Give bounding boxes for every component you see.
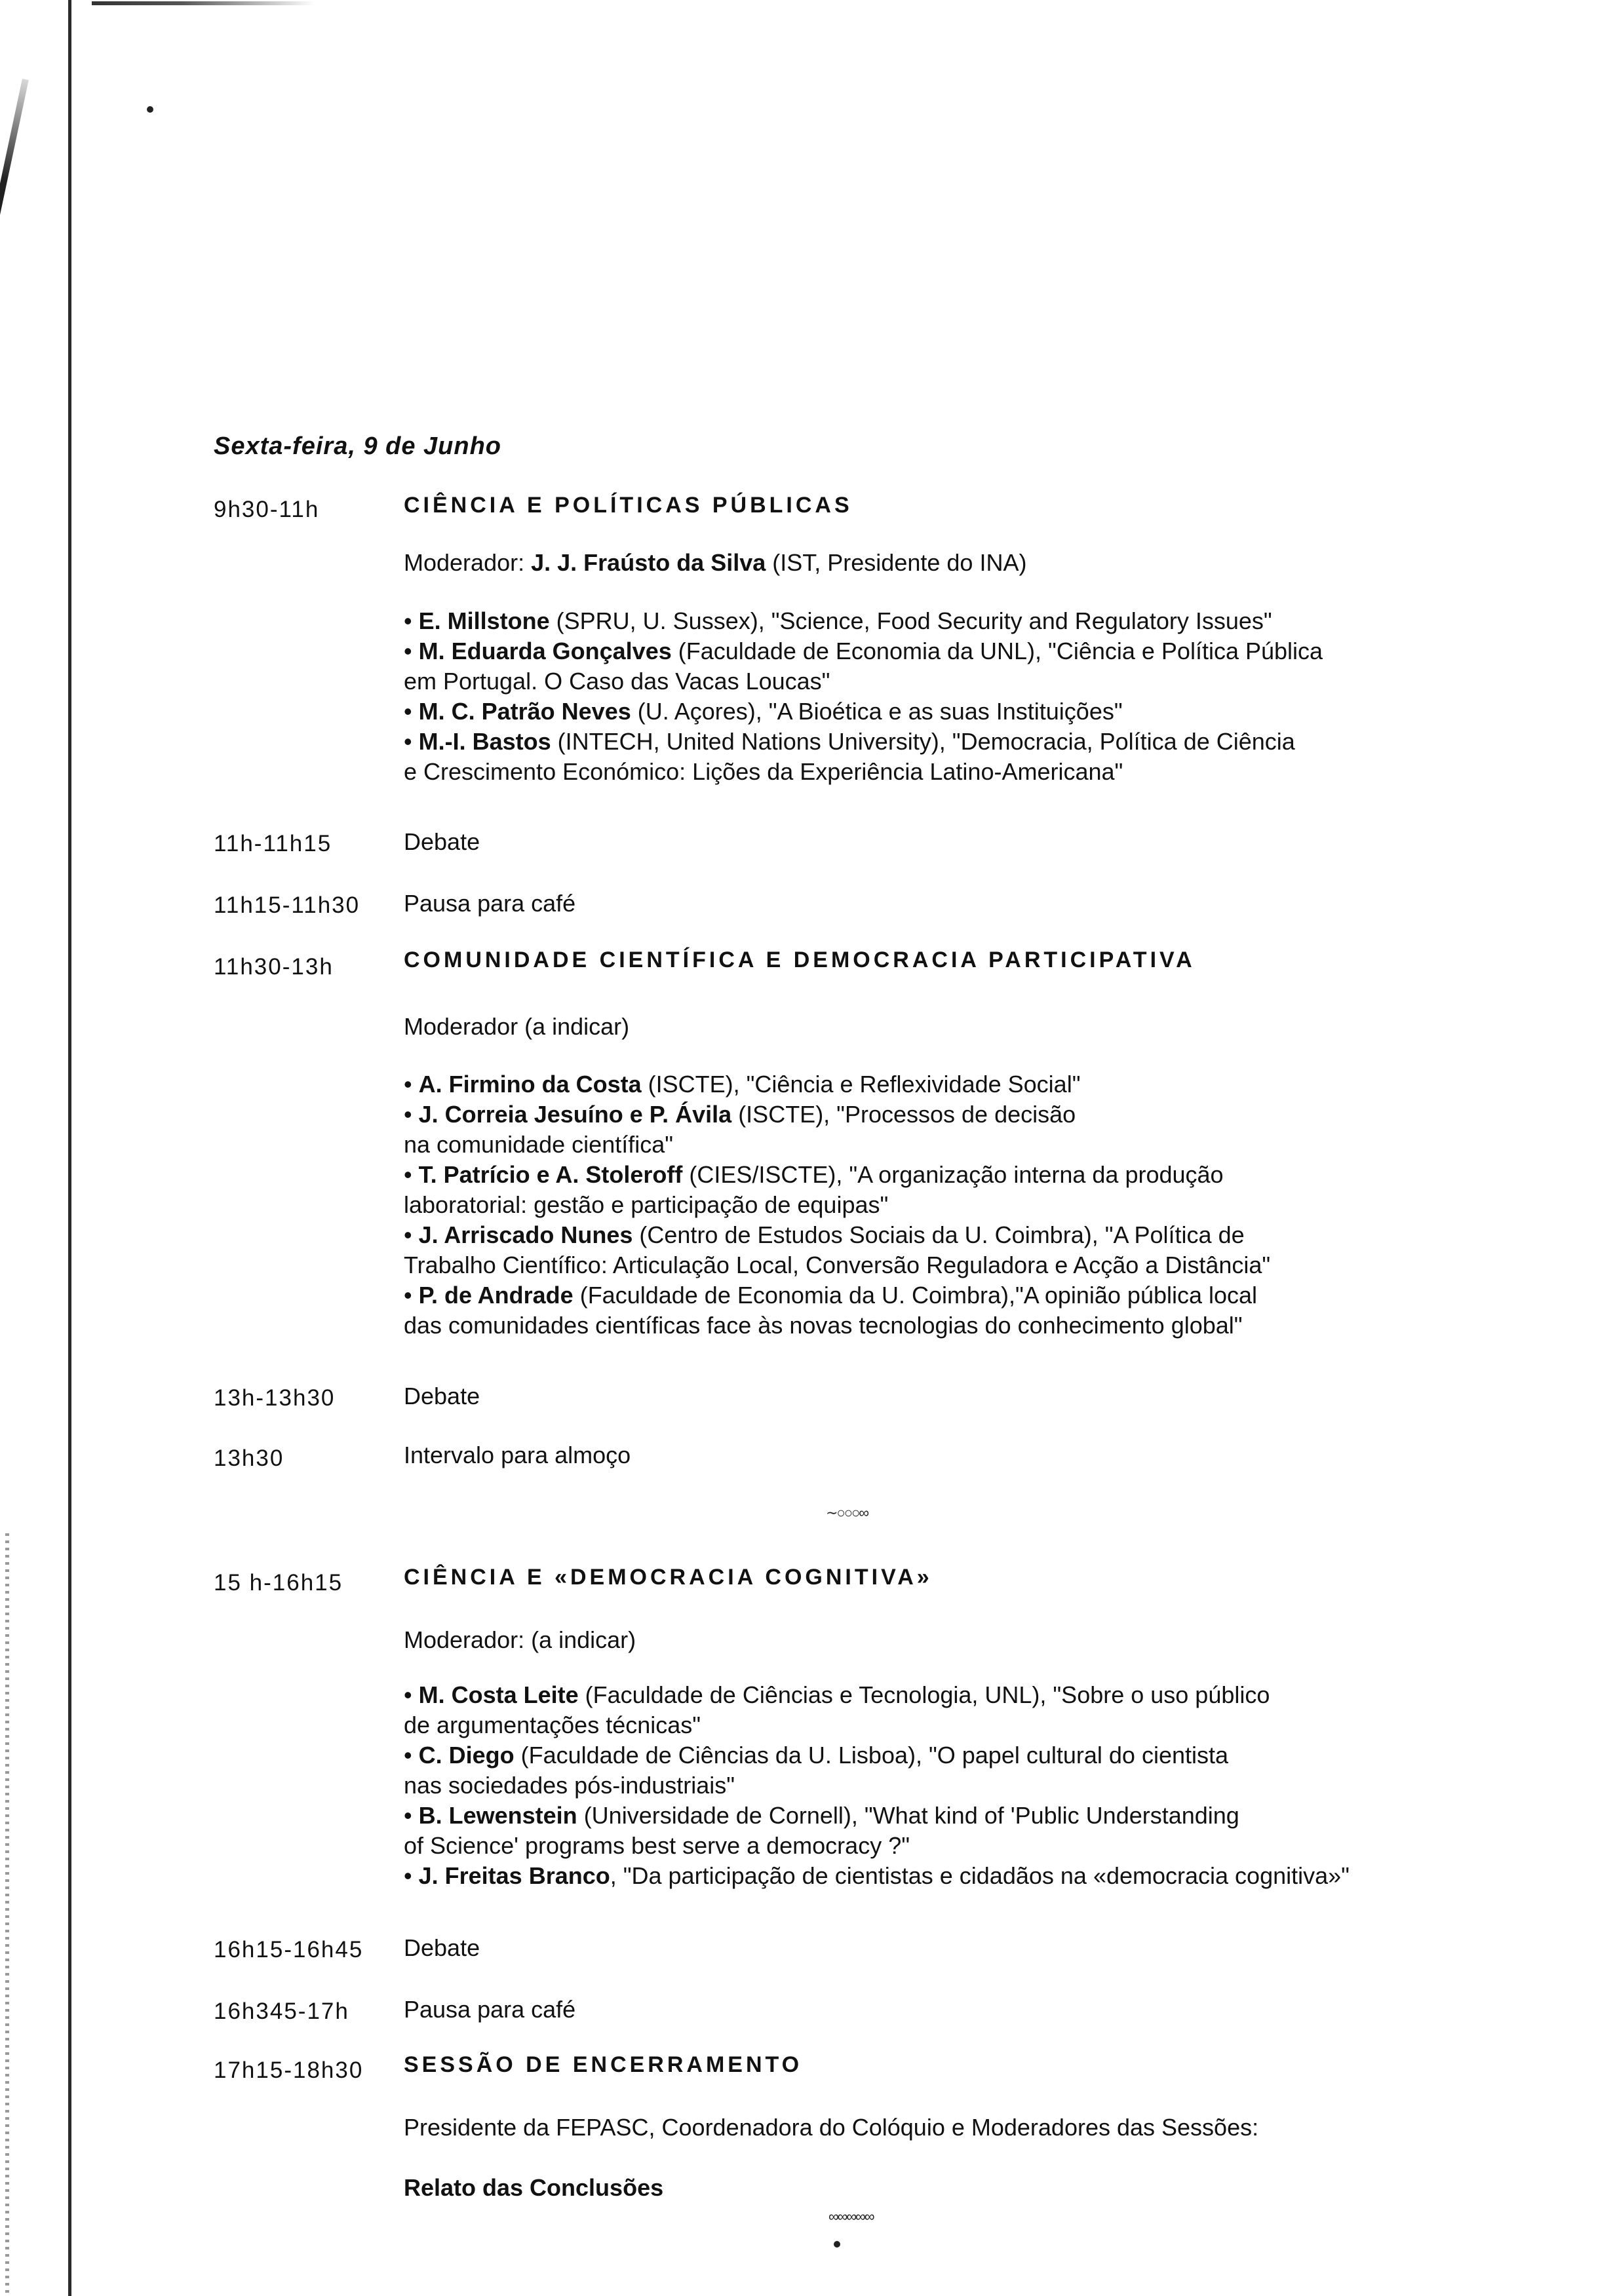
session-title: COMUNIDADE CIENTÍFICA E DEMOCRACIA PARTICIPATIVA <box>404 947 1196 972</box>
session-time: 17h15-18h30 <box>214 2057 364 2083</box>
closing-conclusions: Relato das Conclusões <box>404 2174 664 2201</box>
break-label: Intervalo para almoço <box>404 1442 631 1468</box>
moderator-label: Moderador: <box>404 549 525 576</box>
talk-item: • B. Lewenstein (Universidade de Cornell), "What kind of 'Public Understanding of Science' programs best serve a democracy ?" <box>404 1802 1239 1859</box>
moderator-affiliation: (IST, Presidente do INA) <box>772 549 1027 576</box>
talk-item: • M. Costa Leite (Faculdade de Ciências e Tecnologia, UNL), "Sobre o uso público de argumentações técnicas" <box>404 1681 1270 1738</box>
talk-item: • E. Millstone (SPRU, U. Sussex), "Science, Food Security and Regulatory Issues" <box>404 607 1272 634</box>
debate-label: Debate <box>404 828 480 855</box>
moderator-line <box>404 549 1026 577</box>
closing-participants: Presidente da FEPASC, Coordenadora do Colóquio e Moderadores das Sessões: <box>404 2114 1259 2141</box>
session-title: SESSÃO DE ENCERRAMENTO <box>404 2052 803 2077</box>
talk-item: • P. de Andrade (Faculdade de Economia da U. Coimbra),"A opinião pública local das comunidades científicas face às novas tecnologias do conhecimento global" <box>404 1282 1258 1339</box>
talk-item: • A. Firmino da Costa (ISCTE), "Ciência e Reflexividade Social" <box>404 1071 1081 1098</box>
day-title: Sexta-feira, 9 de Junho <box>214 432 502 460</box>
separator-ornament: ∞∞∞∞∞ <box>828 2208 874 2225</box>
talk-item: • J. Correia Jesuíno e P. Ávila (ISCTE), "Processos de decisão na comunidade científica" <box>404 1101 1076 1158</box>
moderator-name: J. J. Fraústo da Silva <box>531 549 766 576</box>
session-time: 16h345-17h <box>214 1999 349 2024</box>
session-time: 11h15-11h30 <box>214 892 360 918</box>
talk-list <box>404 1680 1531 1891</box>
debate-label: Debate <box>404 1383 480 1409</box>
session-time: 16h15-16h45 <box>214 1937 364 1962</box>
session-title: CIÊNCIA E «DEMOCRACIA COGNITIVA» <box>404 1565 933 1590</box>
session-time: 13h30 <box>214 1445 284 1471</box>
talk-item: • J. Freitas Branco, "Da participação de cientistas e cidadãos na «democracia cognitiva»" <box>404 1862 1350 1889</box>
talk-list <box>404 1069 1531 1341</box>
scan-edge-left <box>68 0 71 2296</box>
moderator-line: Moderador: (a indicar) <box>404 1626 636 1653</box>
talk-item: • M.-I. Bastos (INTECH, United Nations University), "Democracia, Política de Ciência e Crescimento Económico: Lições da Experiência Latino-Americana" <box>404 728 1295 785</box>
talk-item: • M. C. Patrão Neves (U. Açores), "A Bioética e as suas Instituições" <box>404 698 1123 725</box>
break-label: Pausa para café <box>404 1996 576 2023</box>
session-title: CIÊNCIA E POLÍTICAS PÚBLICAS <box>404 493 853 518</box>
scan-mark <box>0 79 29 330</box>
moderator-line: Moderador (a indicar) <box>404 1013 630 1040</box>
talk-item: • T. Patrício e A. Stoleroff (CIES/ISCTE), "A organização interna da produção laboratorial: gestão e participação de equipas" <box>404 1161 1224 1218</box>
session-time: 11h30-13h <box>214 954 334 980</box>
break-label: Pausa para café <box>404 890 576 917</box>
separator-ornament: ∼○○○∞ <box>826 1504 868 1521</box>
talk-item: • C. Diego (Faculdade de Ciências da U. Lisboa), "O papel cultural do cientista nas sociedades pós-industriais" <box>404 1742 1229 1799</box>
scan-dot <box>147 106 153 113</box>
talk-item: • M. Eduarda Gonçalves (Faculdade de Economia da UNL), "Ciência e Política Pública em Portugal. O Caso das Vacas Loucas" <box>404 638 1323 695</box>
session-time: 15 h-16h15 <box>214 1570 343 1596</box>
session-time: 13h-13h30 <box>214 1385 336 1411</box>
scan-edge-top <box>92 1 315 5</box>
talk-item: • J. Arriscado Nunes (Centro de Estudos Sociais da U. Coimbra), "A Política de Trabalho Científico: Articulação Local, Conversão Reguladora e Acção a Distância" <box>404 1221 1271 1278</box>
talk-list <box>404 606 1531 787</box>
scan-speckle <box>5 1533 9 2293</box>
scan-dot <box>834 2241 840 2248</box>
debate-label: Debate <box>404 1934 480 1961</box>
session-time: 11h-11h15 <box>214 831 332 856</box>
session-time: 9h30-11h <box>214 497 320 522</box>
